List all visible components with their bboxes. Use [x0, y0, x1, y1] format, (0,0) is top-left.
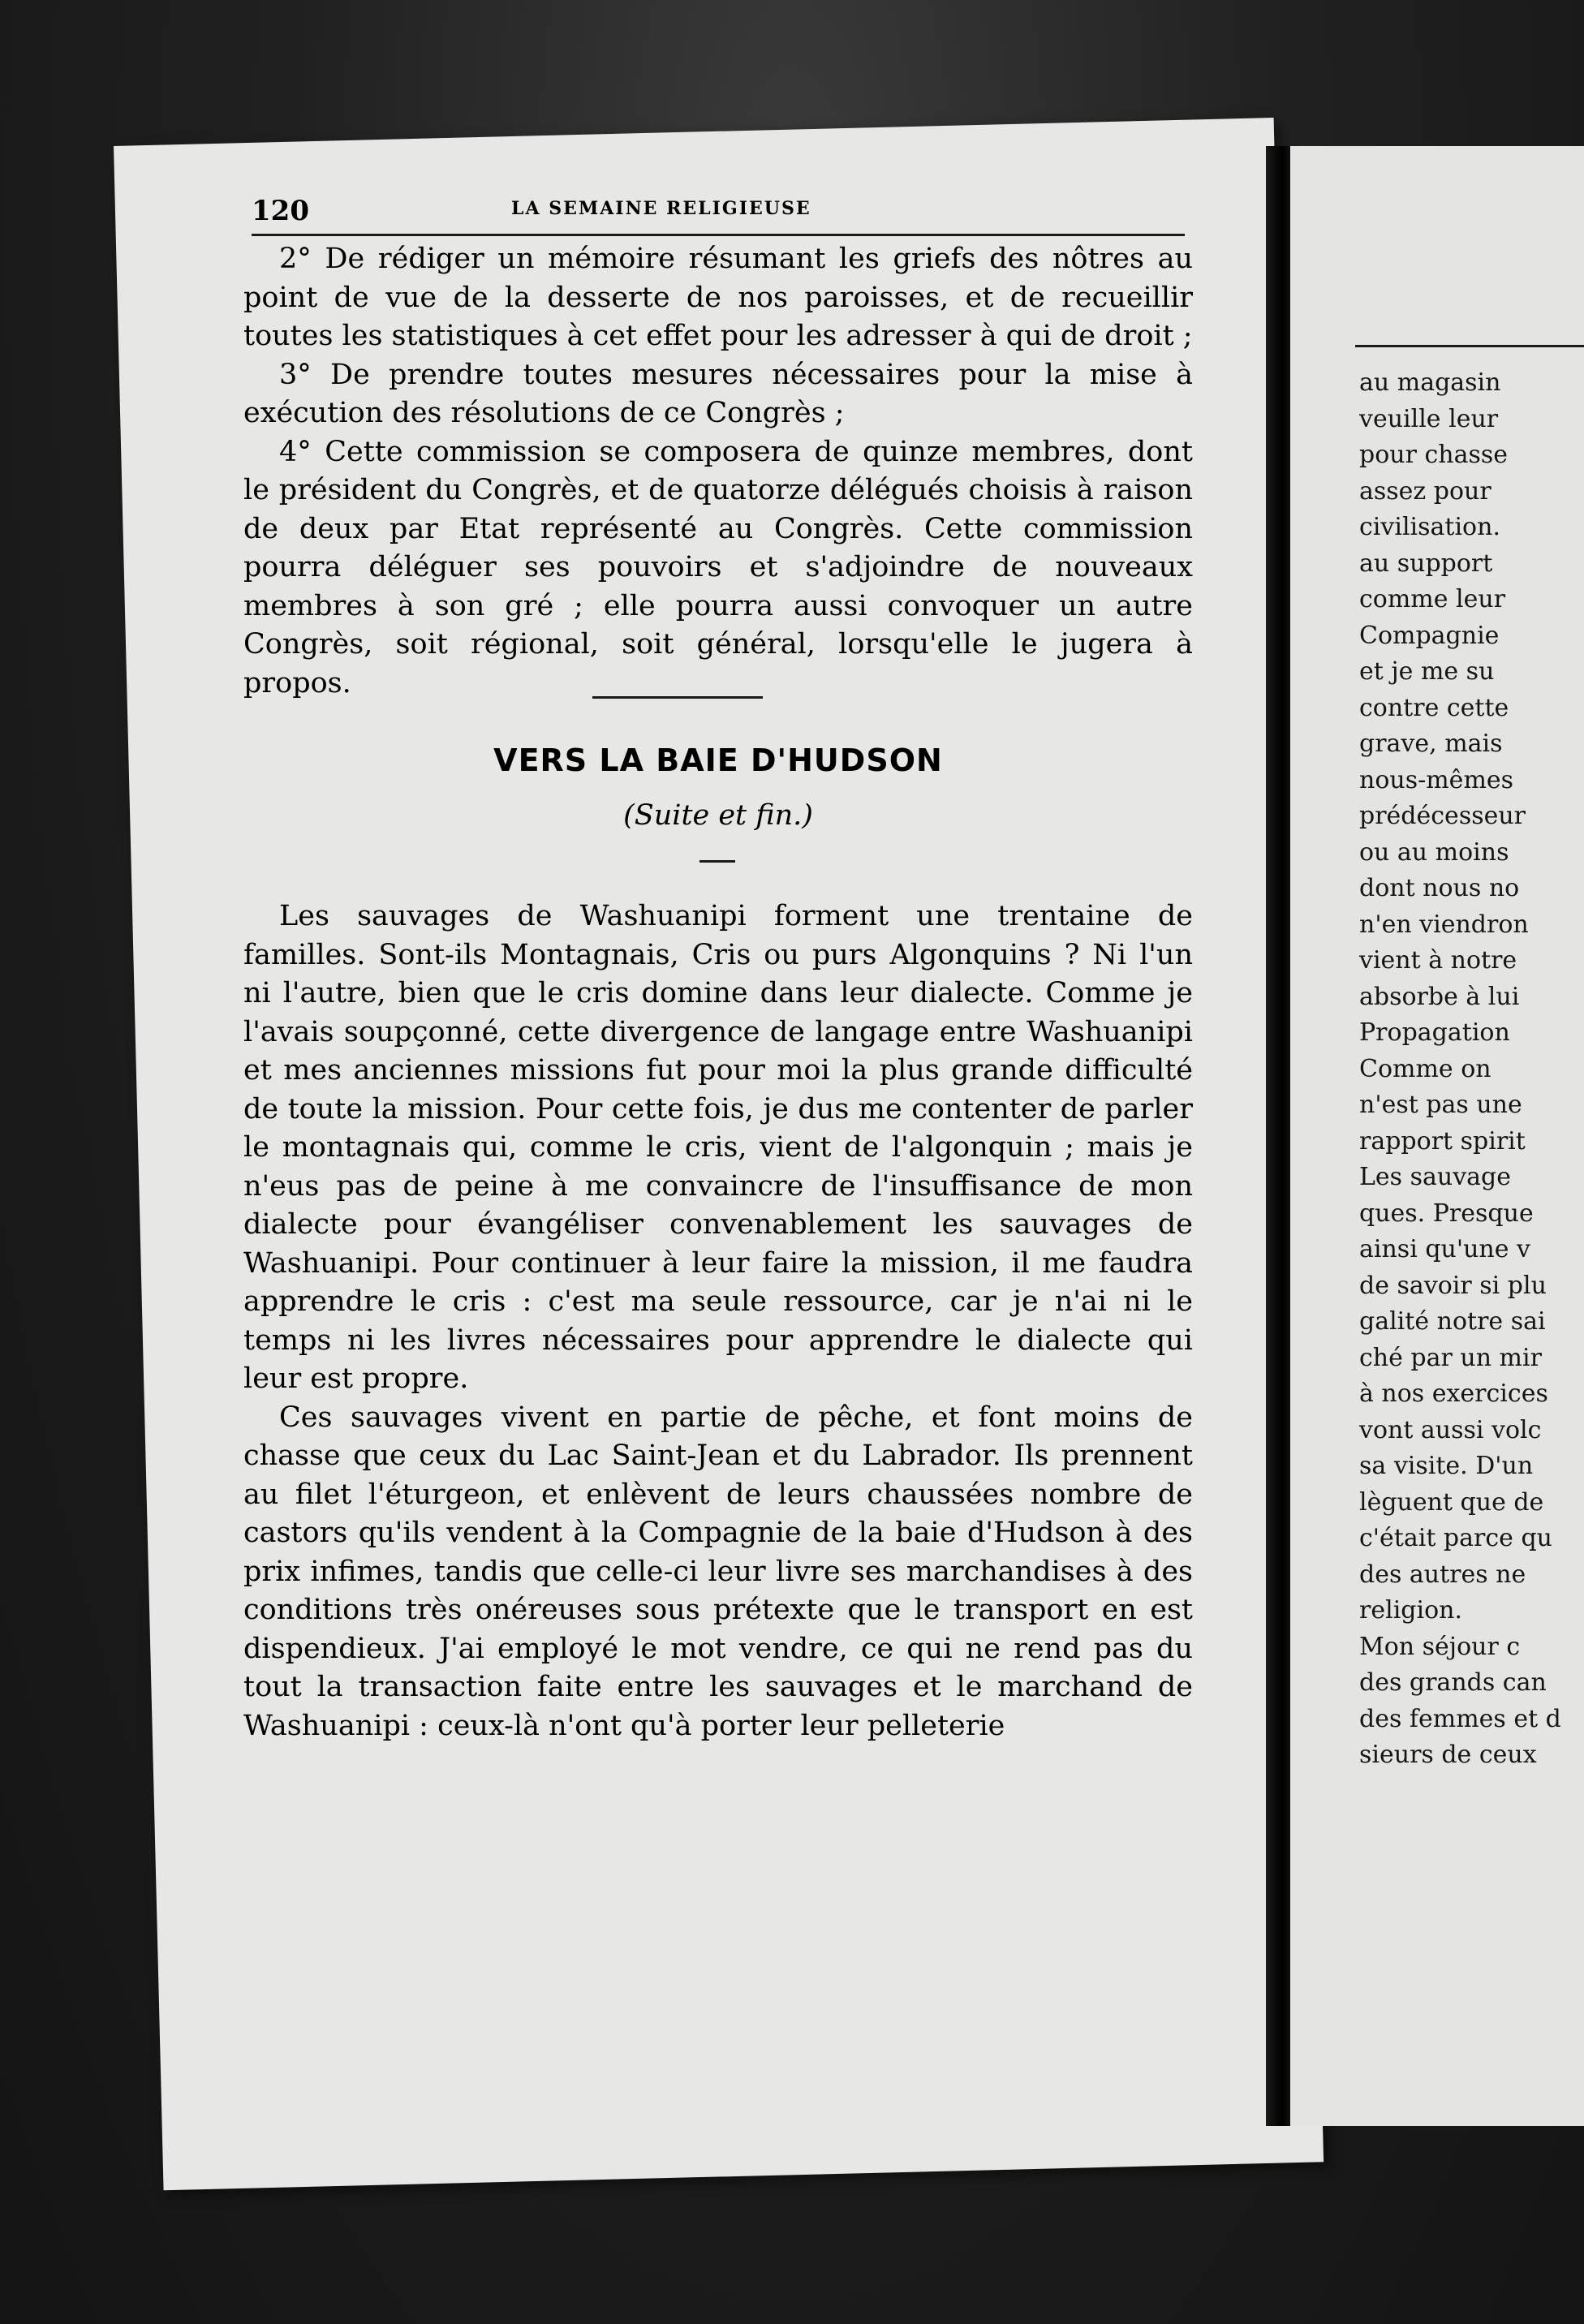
right-line: ou au moins: [1359, 837, 1509, 867]
right-line: n'en viendron: [1359, 910, 1529, 939]
right-page-text: [1359, 365, 1584, 1774]
right-page: [1290, 146, 1584, 2126]
right-line: n'est pas une: [1359, 1091, 1522, 1119]
section-subtitle: (Suite et fin.): [623, 799, 813, 832]
right-line: des autres ne: [1359, 1560, 1526, 1589]
right-line: vont aussi volc: [1359, 1415, 1542, 1444]
paragraph: 4° Cette commission se composera de quinze membres, dont le président du Congrès, et de quatorze délégués choisis à raison de deux par Etat représenté au Congrès. Cette commission pourra déléguer ses pouvoirs et s'adjoindre de nouveaux membres à son gré ; elle pourra aussi convoquer un autre Congrès, soit régional, soit général, lorsqu'elle le jugera à propos.: [243, 435, 1193, 699]
right-line: ché par un mir: [1359, 1343, 1542, 1372]
right-line: sieurs de ceux: [1359, 1741, 1537, 1769]
paragraph: Ces sauvages vivent en partie de pêche, et font moins de chasse que ceux du Lac Saint-Jean et du Labrador. Ils prennent au filet l'éturgeon, et enlèvent de leurs chaussées nombre de castors qu'ils vendent à la Compagnie de la baie d'Hudson à des prix infimes, tandis que celle-ci leur livre ses marchandises à des conditions très onéreuses sous prétexte que le transport en est dispendieux. J'ai employé le mot vendre, ce qui ne rend pas du tout la transaction faite entre les sauvages et le marchand de Washuanipi : ceux-là n'ont qu'à porter leur pelleterie: [243, 1401, 1193, 1742]
right-line: de savoir si plu: [1359, 1271, 1547, 1300]
right-line: nous-mêmes: [1359, 765, 1514, 794]
right-line: ainsi qu'une v: [1359, 1235, 1530, 1263]
subtitle-dash: [699, 860, 735, 863]
right-line: civilisation.: [1359, 513, 1500, 541]
right-line: veuille leur: [1359, 404, 1499, 433]
right-line: au support: [1359, 549, 1493, 578]
page-header: [252, 187, 1185, 235]
page-number: 120: [252, 195, 309, 227]
right-line: ques. Presque: [1359, 1199, 1534, 1228]
right-line: au magasin: [1359, 368, 1501, 397]
right-line: rapport spirit: [1359, 1126, 1526, 1156]
right-line: à nos exercices: [1359, 1379, 1548, 1408]
right-line: des femmes et d: [1359, 1704, 1561, 1733]
right-line: Mon séjour c: [1359, 1632, 1521, 1661]
right-line: Compagnie: [1359, 621, 1500, 650]
section-title: VERS LA BAIE D'HUDSON: [493, 742, 943, 778]
right-line: des grands can: [1359, 1668, 1547, 1697]
paragraph: 3° De prendre toutes mesures nécessaires pour la mise à exécution des résolutions de ce Congrès ;: [243, 358, 1193, 429]
right-line: galité notre sai: [1359, 1307, 1546, 1336]
right-line: grave, mais: [1359, 729, 1503, 758]
right-line: religion.: [1359, 1596, 1463, 1625]
right-line: contre cette: [1359, 693, 1509, 722]
right-line: prédécesseur: [1359, 802, 1526, 830]
right-line: comme leur: [1359, 585, 1506, 613]
section-divider: [592, 696, 763, 699]
paragraph: Les sauvages de Washuanipi forment une trentaine de familles. Sont-ils Montagnais, Cris ou purs Algonquins ? Ni l'un ni l'autre, bien que le cris domine dans leur dialecte. Comme je l'avais soupçonné, cette divergence de langage entre Washuanipi et mes anciennes missions fut pour moi la plus grande difficulté de toute la mission. Pour cette fois, je dus me contenter de parler le montagnais qui, comme le cris, vient de l'algonquin ; mais je n'eus pas de peine à me convaincre de l'insuffisance de mon dialecte pour évangéliser convenablement les sauvages de Washuanipi. Pour continuer à leur faire la mission, il me faudra apprendre le cris : c'est ma seule ressource, car je n'ai ni le temps ni les livres nécessaires pour apprendre le dialecte qui leur est propre.: [243, 900, 1193, 1395]
right-line: absorbe à lui: [1359, 982, 1520, 1011]
running-head: LA SEMAINE RELIGIEUSE: [511, 198, 811, 219]
header-rule: [252, 234, 1185, 236]
right-line: et je me su: [1359, 657, 1495, 686]
right-line: c'était parce qu: [1359, 1524, 1552, 1552]
right-line: dont nous no: [1359, 874, 1520, 902]
right-header-rule: [1355, 345, 1584, 347]
resolutions-text: [243, 240, 1193, 703]
right-line: vient à notre: [1359, 946, 1517, 975]
right-line: pour chasse: [1359, 441, 1509, 469]
article-text: [243, 897, 1193, 1745]
right-line: Les sauvage: [1359, 1163, 1512, 1191]
right-line: Comme on: [1359, 1054, 1491, 1083]
paragraph: 2° De rédiger un mémoire résumant les griefs des nôtres au point de vue de la desserte de nos paroisses, et de recueillir toutes les statistiques à cet effet pour les adresser à qui de droit ;: [243, 243, 1193, 352]
right-line: Propagation: [1359, 1018, 1510, 1047]
right-line: lèguent que de: [1359, 1487, 1544, 1517]
right-line: assez pour: [1359, 476, 1491, 506]
right-line: sa visite. D'un: [1359, 1452, 1534, 1480]
